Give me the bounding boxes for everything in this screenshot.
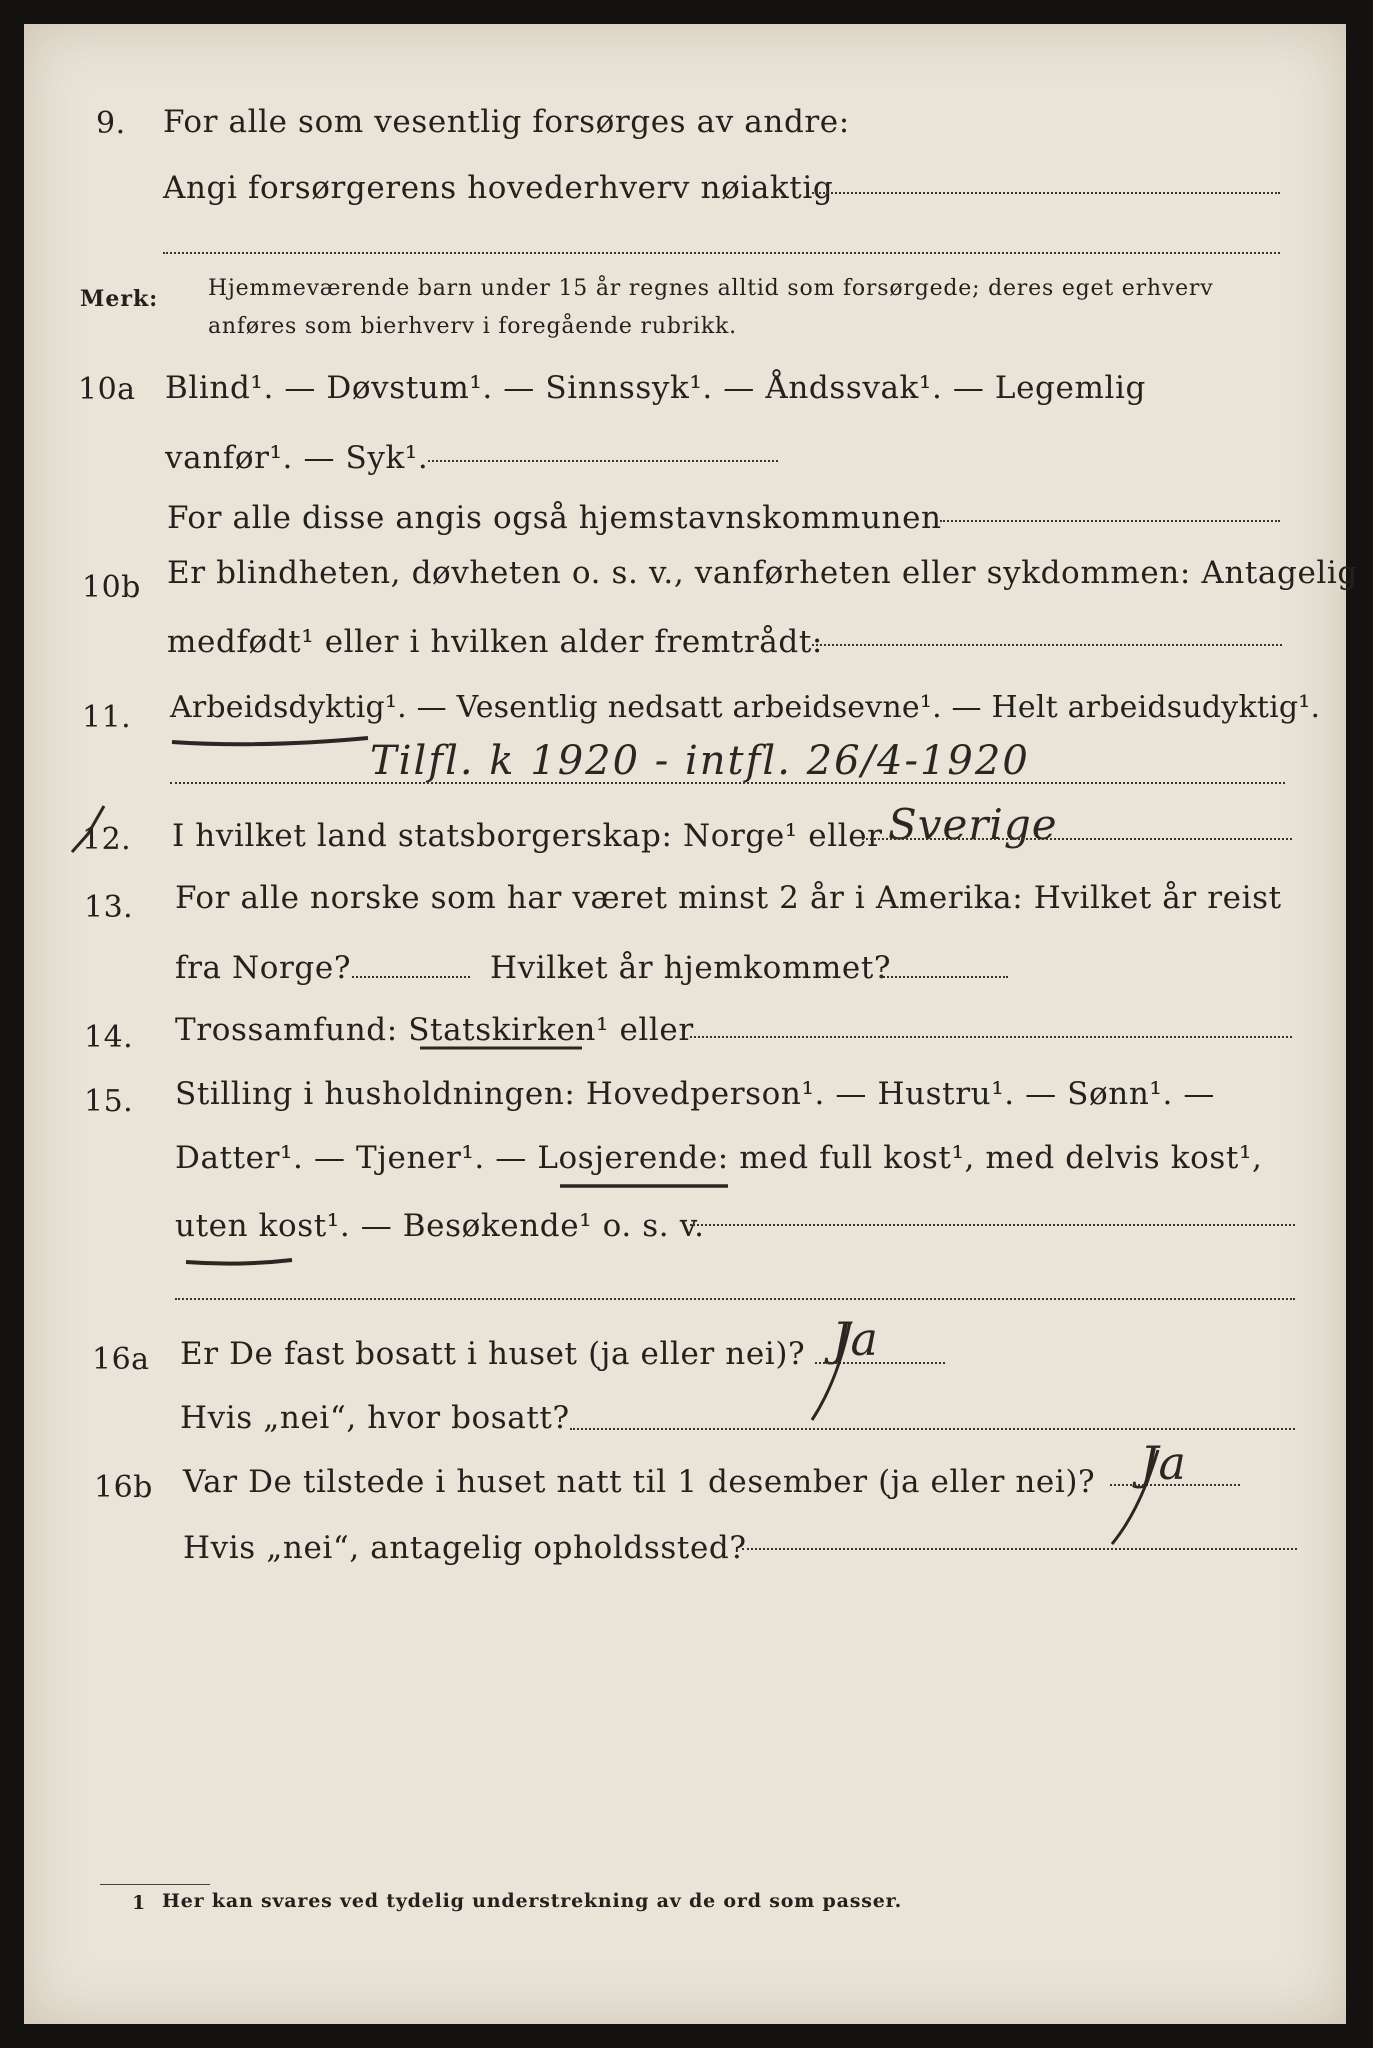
question-10a-line-3: For alle disse angis også hjemstavnskommunen: [167, 500, 942, 536]
question-11-number: 11.: [82, 700, 132, 735]
footnote-text: Her kan svares ved tydelig understrekning av de ord som passer.: [162, 1890, 903, 1912]
question-15-line-1: Stilling i husholdningen: Hovedperson¹. — Hustru¹. — Sønn¹. —: [175, 1076, 1215, 1112]
question-16a-line-2: Hvis „nei“, hvor bosatt?: [180, 1400, 570, 1436]
question-15-number: 15.: [84, 1084, 134, 1119]
question-14-number: 14.: [84, 1020, 134, 1055]
question-10b-line-2: medfødt¹ eller i hvilken alder fremtrådt:: [167, 624, 823, 660]
question-13-line-2b: Hvilket år hjemkommet?: [490, 950, 892, 986]
underline-arbeidsdyktig: [172, 738, 368, 744]
question-13-line-1: For alle norske som har været minst 2 år i Amerika: Hvilket år reist: [175, 880, 1282, 916]
handwritten-answer-16b: Ja: [1140, 1436, 1186, 1490]
question-11-line-1: Arbeidsdyktig¹. — Vesentlig nedsatt arbeidsevne¹. — Helt arbeidsudyktig¹.: [170, 690, 1321, 725]
question-16a-number: 16a: [92, 1342, 150, 1377]
question-9-line-2: Angi forsørgerens hovederhverv nøiaktig: [163, 170, 834, 206]
question-10a-line-2: vanfør¹. — Syk¹.: [165, 440, 429, 476]
question-14-text: Trossamfund: Statskirken¹ eller: [175, 1012, 694, 1048]
question-15-line-3: uten kost¹. — Besøkende¹ o. s. v.: [175, 1208, 705, 1244]
question-12-number: 12.: [82, 822, 132, 857]
question-9-line-1: For alle som vesentlig forsørges av andre:: [163, 104, 850, 140]
underline-uten-kost: [186, 1260, 292, 1264]
question-10a-line-1: Blind¹. — Døvstum¹. — Sinnssyk¹. — Åndssvak¹. — Legemlig: [165, 370, 1146, 406]
question-10b-line-1: Er blindheten, døvheten o. s. v., vanførheten eller sykdommen: Antagelig: [167, 555, 1358, 591]
note-line-1: Hjemmeværende barn under 15 år regnes alltid som forsørgede; deres eget erhverv: [208, 276, 1214, 301]
pen-stroke-16a: [812, 1322, 850, 1420]
question-13-line-2a: fra Norge?: [175, 950, 352, 986]
question-12-text: I hvilket land statsborgerskap: Norge¹ eller: [172, 818, 883, 854]
question-15-line-2: Datter¹. — Tjener¹. — Losjerende: med full kost¹, med delvis kost¹,: [175, 1140, 1263, 1176]
note-label: Merk:: [80, 286, 159, 312]
question-10b-number: 10b: [82, 570, 141, 605]
handwritten-answer-16a: Ja: [832, 1312, 878, 1366]
handwritten-answer-12: Sverige: [888, 800, 1058, 849]
footnote-mark: 1: [132, 1892, 147, 1914]
question-10a-number: 10a: [78, 372, 136, 407]
question-13-number: 13.: [84, 890, 134, 925]
check-mark-12: [72, 806, 104, 852]
note-line-2: anføres som bierhverv i foregående rubrikk.: [208, 314, 737, 339]
question-16b-number: 16b: [94, 1470, 153, 1505]
handwritten-answer-11: Tilfl. k 1920 - intfl. 26/4-1920: [370, 738, 1030, 784]
question-16a-line-1: Er De fast bosatt i huset (ja eller nei)?: [180, 1336, 806, 1372]
pen-stroke-16b: [1112, 1450, 1158, 1544]
question-16b-line-1: Var De tilstede i huset natt til 1 desember (ja eller nei)?: [183, 1464, 1096, 1500]
question-9-number: 9.: [96, 106, 126, 141]
question-16b-line-2: Hvis „nei“, antagelig opholdssted?: [183, 1530, 747, 1566]
